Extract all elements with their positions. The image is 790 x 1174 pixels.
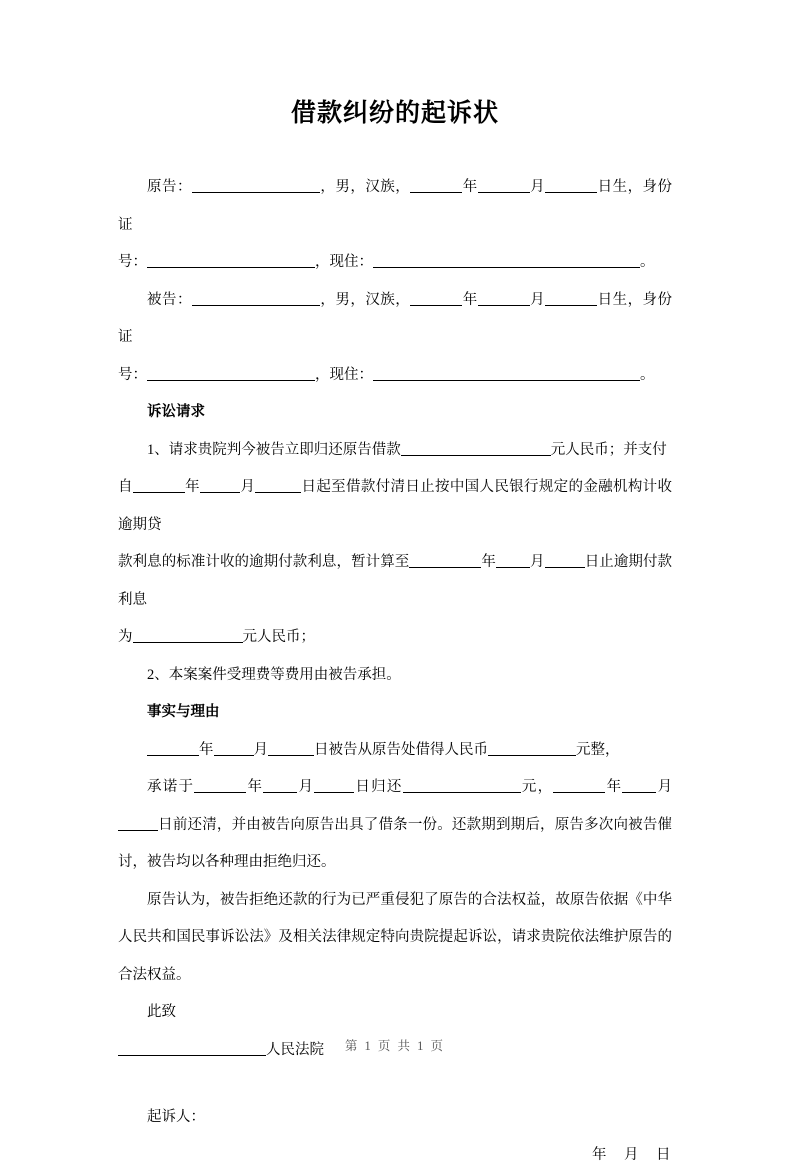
plaintiff-birth-suffix: 日生，身份证 [118, 179, 672, 233]
claim-item-1-text-1: 1、请求贵院判今被告立即归还原告借款 [147, 442, 401, 458]
court-suffix-label: 人民法院 [266, 1042, 324, 1058]
claim-start-month-blank[interactable] [200, 477, 240, 493]
claim-month-label: 月 [240, 479, 255, 495]
defendant-month-label: 月 [530, 292, 545, 308]
repay-day-blank[interactable] [314, 777, 354, 793]
claim-from-label: 自 [118, 479, 133, 495]
claims-heading: 诉讼请求 [118, 394, 672, 432]
defendant-birth-day-blank[interactable] [545, 290, 597, 306]
facts-line-2 [118, 769, 672, 882]
claim-item-2: 2、本案案件受理费等费用由被告承担。 [118, 657, 672, 695]
loan-month-blank[interactable] [214, 740, 254, 756]
claim-item-1-text-2: 元人民币；并支付 [551, 442, 667, 458]
claim-interest-amount-blank[interactable] [133, 627, 243, 643]
claim-year-label: 年 [185, 479, 200, 495]
repay-amount-blank[interactable] [403, 777, 521, 793]
plaintiff-birth-month-blank[interactable] [478, 177, 530, 193]
defendant-name-blank[interactable] [192, 290, 320, 306]
defendant-gender-ethnicity: ，男，汉族， [320, 292, 410, 308]
claim-month-label-2: 月 [530, 554, 545, 570]
facts-paragraph-2: 原告认为，被告拒绝还款的行为已严重侵犯了原告的合法权益，故原告依据《中华人民共和国民事诉讼法》及相关法律规定特向贵院提起诉讼，请求贵院依法维护原告的合法权益。 [118, 882, 672, 995]
date-month-label: 月 [624, 1137, 656, 1174]
repay-month-blank[interactable] [263, 777, 297, 793]
defendant-year-label: 年 [462, 292, 477, 308]
plaintiff-birth-year-blank[interactable] [410, 177, 462, 193]
claim-start-day-blank[interactable] [255, 477, 301, 493]
loan-year-label: 年 [199, 742, 214, 758]
document-content [118, 0, 672, 1174]
plaintiff-month-label: 月 [530, 179, 545, 195]
defendant-line [118, 282, 672, 357]
facts-line-1-suffix: 元整， [576, 742, 620, 758]
loan-year-blank[interactable] [147, 740, 199, 756]
claim-interest-prefix: 为 [118, 629, 133, 645]
claim-calc-month-blank[interactable] [496, 552, 530, 568]
plaintiff-address-blank[interactable] [373, 252, 640, 268]
defendant-label: 被告： [147, 292, 192, 308]
date-year-label: 年 [592, 1137, 624, 1174]
plaintiff-name-blank[interactable] [192, 177, 320, 193]
claim-item-1-text-6: 元人民币； [243, 629, 316, 645]
signer-line: 起诉人： [118, 1099, 672, 1137]
payoff-text: 日前还 [158, 817, 202, 833]
page-title: 借款纠纷的起诉状 [118, 0, 672, 131]
defendant-birth-suffix: 日生，身份证 [118, 292, 672, 346]
loan-day-blank[interactable] [268, 740, 314, 756]
facts-heading: 事实与理由 [118, 694, 672, 732]
repay-month-label: 月 [297, 779, 314, 795]
claim-start-year-blank[interactable] [133, 477, 185, 493]
defendant-birth-month-blank[interactable] [478, 290, 530, 306]
defendant-id-blank[interactable] [147, 365, 315, 381]
claim-item-1-text-5: 日止逾期付款利息 [118, 554, 672, 608]
signature-spacer [118, 1069, 672, 1099]
claim-calc-day-blank[interactable] [545, 552, 585, 568]
payoff-year-label: 年 [605, 779, 622, 795]
claim-calc-year-blank[interactable] [409, 552, 481, 568]
claim-item-1-line-2 [118, 469, 672, 544]
defendant-id-line [118, 357, 672, 395]
document-body [118, 169, 672, 1174]
closing-cizhi: 此致 [118, 994, 672, 1032]
facts-line-1 [118, 732, 672, 770]
defendant-line-period: 。 [640, 367, 655, 383]
claim-item-1-line-1 [118, 432, 672, 470]
claim-year-label-2: 年 [481, 554, 496, 570]
plaintiff-id-line [118, 244, 672, 282]
payoff-day-blank[interactable] [118, 815, 158, 831]
plaintiff-line [118, 169, 672, 244]
plaintiff-birth-day-blank[interactable] [545, 177, 597, 193]
date-day-label: 日 [656, 1137, 672, 1174]
repay-year-label: 年 [246, 779, 263, 795]
claim-item-1-text-4: 款利息的标准计收的逾期付款利息，暂计算至 [118, 554, 409, 570]
facts-line-2-rest: 清，并由被告向原告出具了借条一份。还款期到期后，原告多次向被告催讨，被告均以各种理由拒绝归还。 [118, 817, 672, 871]
defendant-id-label: 号： [118, 367, 147, 383]
payoff-month-label: 月 [656, 779, 672, 795]
page-footer: 第 1 页 共 1 页 [0, 1036, 790, 1054]
loan-amount-blank[interactable] [488, 740, 576, 756]
facts-line-1-text: 日被告从原告处借得人民币 [314, 742, 488, 758]
plaintiff-id-blank[interactable] [147, 252, 315, 268]
defendant-address-blank[interactable] [373, 365, 640, 381]
plaintiff-line-period: 。 [640, 254, 655, 270]
promise-label: 承诺于 [147, 779, 194, 795]
claim-item-1-line-4 [118, 619, 672, 657]
payoff-year-blank[interactable] [553, 777, 605, 793]
plaintiff-label: 原告： [147, 179, 192, 195]
repay-year-blank[interactable] [194, 777, 246, 793]
loan-month-label: 月 [254, 742, 269, 758]
defendant-address-label: ，现住： [315, 367, 373, 383]
repay-text: 日归还 [354, 779, 402, 795]
plaintiff-address-label: ，现住： [315, 254, 373, 270]
plaintiff-gender-ethnicity: ，男，汉族， [320, 179, 410, 195]
claim-item-1-line-3 [118, 544, 672, 619]
signature-date-line [118, 1137, 672, 1174]
plaintiff-id-label: 号： [118, 254, 147, 270]
claim-principal-amount-blank[interactable] [401, 440, 551, 456]
payoff-month-blank[interactable] [622, 777, 656, 793]
defendant-birth-year-blank[interactable] [410, 290, 462, 306]
claim-item-1-text-3: 日起至借款付清日止按中国人民银行规定的金融机构计收逾期贷 [118, 479, 672, 533]
repay-amount-suffix: 元， [521, 779, 554, 795]
plaintiff-year-label: 年 [462, 179, 477, 195]
